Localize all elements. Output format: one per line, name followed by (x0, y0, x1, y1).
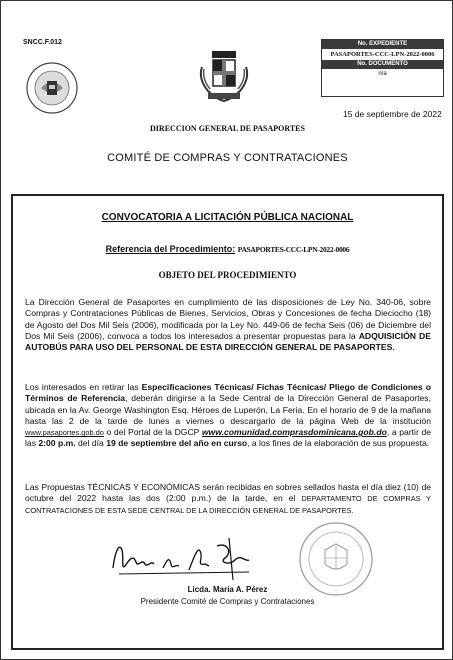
p3-b: DEPARTAMENTO DE COMPRAS Y CONTRATACIONES DE ESTA SEDE CENTRAL DE LA DIRECCIÓN GENERAL DE PASAPORTES. (25, 494, 431, 515)
pasaportes-logo (25, 61, 79, 115)
p1-bold: ADQUISICIÓN DE AUTOBÚS PARA USO DEL PERSONAL DE ESTA DIRECCIÓN GENERAL DE PASAPORTES. (25, 330, 431, 353)
signer-name: Licda. María A. Pérez (187, 585, 268, 594)
paragraph-submission (25, 482, 431, 516)
p2-date: 19 de septiembre del año en curso (106, 438, 248, 449)
documento-value: n/a (378, 71, 387, 77)
p3-a: Las Propuestas TÉCNICAS Y ECONÓMICAS serán recibidas en sobres sellados hasta el día diez (10) de octubre del 2022 hasta las dos (2:00 p.m.) de la tarde, en el (25, 482, 431, 504)
agency-name: DIRECCION GENERAL DE PASAPORTES (150, 124, 305, 133)
object-heading: OBJETO DEL PROCEDIMIENTO (158, 270, 297, 280)
p1-text: La Dirección General de Pasaportes en cumplimiento de las disposiciones de Ley No. 340-06, sobre Compras y Contrataciones Públicas de Bienes, Servicios, Obras y Concesiones de fecha Dieciocho (18) de Agosto del Dos Mil Seis (2006), modificada por la Ley No. 449-06 de fecha Seis (06) de Diciembre del Dos Mil Seis (2006), convoca a todos los interesados a presentar propuestas para la (25, 297, 431, 341)
p2-c: , deberán dirigirse a la Sede Central de la Dirección General de Pasaportes, ubicada en la Av. George Washington Esq. Héroes de Luperón, La Feria. En el horario de 9 de la mañana hasta las 2 de la tarde de lunes a viernes o descargarlo de la página Web de la institución (25, 393, 431, 426)
notice-box (11, 194, 444, 650)
p2-time: 2:00 p.m. (38, 438, 76, 449)
expediente-box (321, 39, 444, 97)
dgcp-portal-url[interactable]: www.comunidad.comprasdominicana.gob.do (201, 427, 387, 438)
notice-title: CONVOCATORIA A LICITACIÓN PÚBLICA NACIONAL (101, 212, 354, 223)
national-coat-of-arms (194, 45, 254, 105)
reference-label: Referencia del Procedimiento: (105, 244, 236, 254)
document-date: 15 de septiembre de 2022 (343, 109, 442, 119)
p2-e: , a partir de las (25, 427, 431, 449)
expediente-label: No. EXPEDIENTE (322, 40, 443, 49)
expediente-value: PASAPORTES-CCC-LPN-2022-0006 (330, 51, 435, 58)
paragraph-object (25, 297, 431, 353)
p2-g: , a los fines de la elaboración de sus propuesta. (247, 438, 430, 449)
p2-d: o del Portal de la DGCP (103, 427, 202, 438)
reference-value: PASAPORTES-CCC-LPN-2022-0006 (237, 245, 350, 254)
committee-name: COMITÉ DE COMPRAS Y CONTRATACIONES (107, 152, 348, 164)
p2-f: del día (75, 438, 107, 449)
paragraph-retrieval (25, 382, 431, 450)
handwritten-signature (109, 530, 279, 584)
procedure-reference (13, 244, 442, 254)
form-code: SNCC.F.012 (23, 39, 62, 46)
institution-url[interactable]: www.pasaportes.gob.do (25, 428, 104, 438)
p2-b: Especificaciones Técnicas/ Fichas Técnicas/ Pliego de Condiciones o Términos de Referencia (25, 382, 432, 404)
p2-a: Los interesados en retirar las (25, 382, 142, 392)
documento-label: No. DOCUMENTO (322, 60, 443, 69)
signer-title: Presidente Comité de Compras y Contrataciones (140, 597, 315, 606)
